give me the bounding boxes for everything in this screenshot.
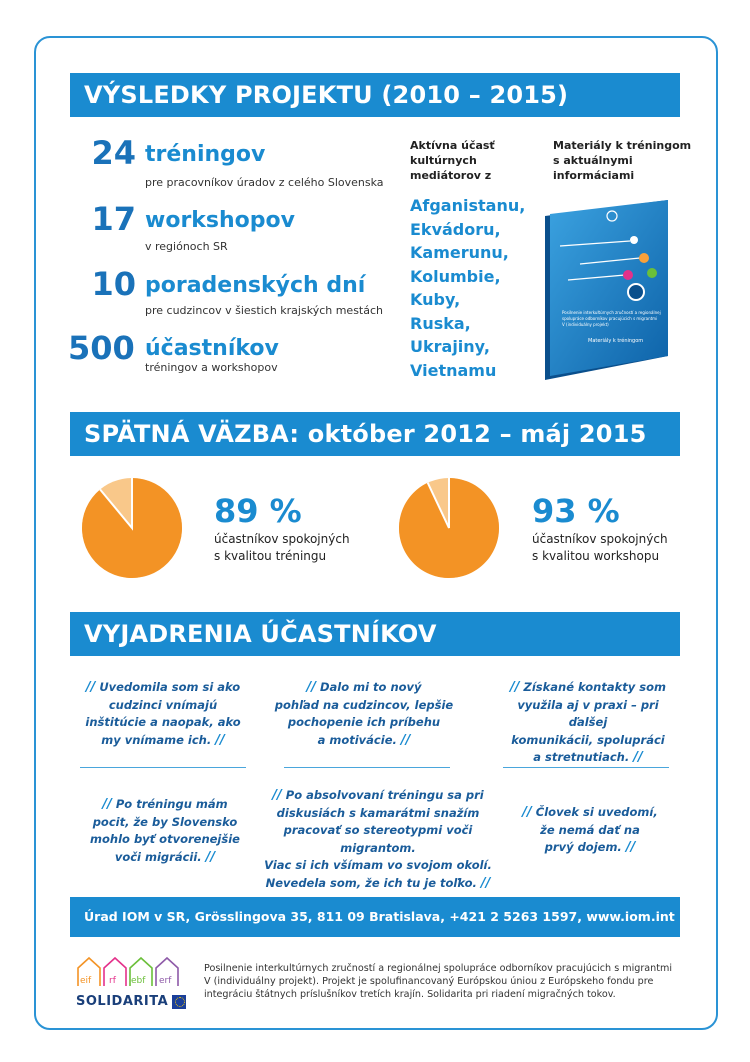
stat-sub: v regiónoch SR — [145, 240, 228, 253]
quote-mark-icon: // — [205, 849, 216, 865]
quote-line: inštitúcie a naopak, ako — [85, 715, 241, 729]
workshop-percent: 93 % — [532, 492, 620, 530]
logo-text: SOLIDARITA — [76, 994, 169, 1009]
heading-line: informáciami — [553, 169, 635, 182]
quote-line: Dalo mi to nový — [319, 680, 422, 694]
logo-house-label: erf — [159, 976, 172, 986]
logo-house-label: ebf — [131, 976, 146, 986]
quote-mark-icon: // — [510, 680, 520, 695]
mediators-heading — [410, 138, 495, 183]
heading-line: mediátorov z — [410, 169, 492, 182]
stat-sub: tréningov a workshopov — [145, 361, 278, 374]
quote-1 — [80, 679, 246, 749]
feedback-banner — [70, 412, 680, 456]
quote-line: cudzinci vnímajú — [108, 697, 218, 712]
country-item: Vietnamu — [410, 360, 497, 380]
quote-line: že nemá dať na — [540, 822, 640, 837]
quote-line: voči migrácii. — [114, 849, 202, 864]
book-cover-text: spolupráce odborníkov pracujúcich s migrantmi — [562, 316, 658, 321]
stat-number: 24 — [91, 134, 136, 172]
country-item: Kuby, — [410, 290, 461, 309]
stat-number: 10 — [91, 265, 136, 303]
materials-heading — [553, 138, 691, 183]
quote-line: pohľad na cudzincov, lepšie — [274, 697, 454, 712]
quotes-banner — [70, 612, 680, 656]
solidarita-logo — [76, 952, 186, 1012]
quote-mark-icon: // — [215, 732, 225, 748]
results-banner — [70, 73, 680, 117]
quote-mark-icon: // — [102, 797, 112, 812]
quotes-title: VYJADRENIA ÚČASTNÍKOV — [84, 620, 437, 648]
book-cover-text: V (individuálny projekt) — [562, 322, 609, 327]
stat-number: 17 — [91, 200, 136, 238]
stat-label: účastníkov — [145, 336, 279, 361]
eu-flag-icon — [172, 995, 186, 1009]
contact-bar — [70, 897, 680, 937]
quote-line: mohlo byť otvorenejšie — [90, 832, 240, 846]
quote-line: využila aj v praxi – pri ďalšej — [517, 697, 659, 729]
logo-house-label: rf — [109, 976, 116, 986]
quote-4 — [80, 796, 250, 866]
caption-line: s kvalitou workshopu — [532, 549, 660, 563]
stat-label: tréningov — [145, 142, 266, 167]
logo-houses-icon — [76, 952, 186, 988]
training-percent: 89 % — [214, 492, 302, 530]
quote-mark-icon: // — [272, 788, 282, 803]
quote-line: prvý dojem. — [544, 840, 622, 854]
quote-mark-icon: // — [85, 680, 96, 695]
quote-line: a stretnutiach. — [533, 750, 630, 764]
feedback-title: SPÄTNÁ VÄZBA: október 2012 – máj 2015 — [84, 420, 647, 448]
pie-chart-workshop — [397, 476, 501, 580]
divider — [284, 767, 450, 768]
heading-line: kultúrnych — [410, 154, 477, 167]
training-caption — [214, 531, 350, 565]
quote-mark-icon: // — [522, 805, 532, 820]
workshop-caption — [532, 531, 668, 565]
quote-line: komunikácii, spolupráci — [511, 732, 665, 747]
quote-3 — [498, 679, 678, 767]
stat-label: poradenských dní — [145, 273, 366, 298]
stat-sub: pre cudzincov v šiestich krajských mestách — [145, 304, 384, 317]
country-item: Ukrajiny, — [410, 337, 490, 356]
pie-chart-training — [80, 476, 184, 580]
quote-mark-icon: // — [625, 840, 636, 855]
quote-mark-icon: // — [400, 732, 411, 748]
quote-line: Viac si ich všímam vo svojom okolí. — [264, 858, 492, 872]
quote-line: pochopenie ich príbehu — [287, 715, 441, 729]
quote-line: Získané kontakty som — [523, 680, 666, 694]
country-item: Ruska, — [410, 313, 471, 333]
results-title: VÝSLEDKY PROJEKTU (2010 – 2015) — [84, 81, 569, 109]
training-materials-book — [540, 196, 675, 386]
quote-line: diskusiách s kamarátmi snažím — [276, 805, 480, 820]
quote-line: pocit, že by Slovensko — [92, 814, 238, 829]
country-item: Kolumbie, — [410, 266, 501, 286]
logo-house-label: eif — [80, 976, 92, 986]
countries-list — [410, 194, 525, 382]
quote-mark-icon: // — [633, 750, 643, 765]
country-item: Kamerunu, — [410, 243, 509, 262]
quote-line: Po absolvovaní tréningu sa pri — [285, 788, 484, 802]
disclaimer-text: Posilnenie interkultúrnych zručností a regionálnej spolupráce odborníkov pracujúcich s migrantmi V (individuálny projekt). Projekt je spolufinancovaný Európskou úniou z Európskeho fondu pre integráciu štátnych príslušníkov tretích krajín. Solidarita pri riadení migračných tokov. — [204, 963, 673, 1000]
stat-label: workshopov — [145, 208, 295, 233]
quote-2 — [270, 679, 458, 749]
quote-line: Po tréningu mám — [115, 797, 228, 811]
quote-6 — [510, 804, 670, 857]
quote-mark-icon: // — [306, 680, 316, 695]
book-cover-text: Posilnenie interkultúrnych zručností a regionálnej — [562, 310, 661, 315]
divider — [503, 767, 669, 768]
quote-line: Nevedela som, že ich tu je toľko. — [265, 875, 477, 890]
quote-5 — [258, 787, 498, 892]
book-subtitle: Materiály k tréningom — [588, 338, 644, 344]
country-item: Afganistanu, — [410, 196, 526, 215]
country-item: Ekvádoru, — [410, 219, 501, 239]
quote-line: Uvedomila som si ako — [99, 680, 241, 694]
caption-line: účastníkov spokojných — [532, 532, 668, 546]
caption-line: účastníkov spokojných — [214, 532, 350, 546]
quote-line: pracovať so stereotypmi voči migrantom. — [283, 823, 473, 855]
stat-number: 500 — [68, 329, 135, 367]
heading-line: s aktuálnymi — [553, 154, 633, 167]
heading-line: Aktívna účasť — [410, 139, 495, 152]
quote-mark-icon: // — [480, 875, 491, 891]
quote-line: Človek si uvedomí, — [535, 805, 658, 819]
heading-line: Materiály k tréningom — [553, 139, 692, 152]
stat-sub: pre pracovníkov úradov z celého Slovenska — [145, 176, 384, 189]
quote-line: my vnímame ich. — [101, 732, 212, 747]
quote-line: a motivácie. — [317, 732, 397, 747]
contact-address: Úrad IOM v SR, Grösslingova 35, 811 09 Bratislava, +421 2 5263 1597, www.iom.int — [84, 909, 675, 924]
divider — [80, 767, 246, 768]
caption-line: s kvalitou tréningu — [214, 549, 327, 563]
